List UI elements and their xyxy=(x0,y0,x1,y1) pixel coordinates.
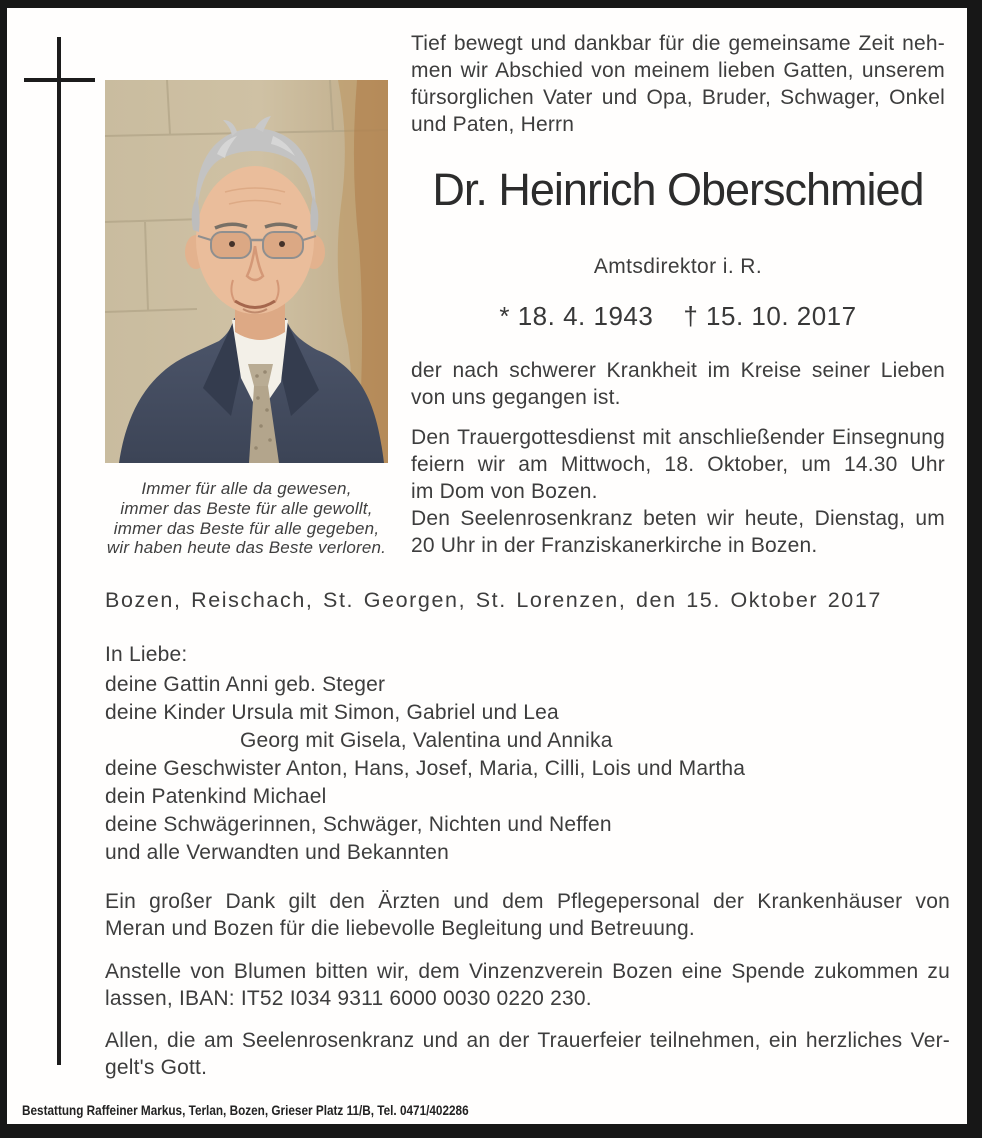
text-line: und Paten, Herrn xyxy=(411,113,575,136)
text-line: wir haben heute das Beste verloren. xyxy=(106,538,387,558)
text-line: feiern wir am Mittwoch, 18. Oktober, um 14.30 Uhr xyxy=(411,453,945,476)
thanks-paragraph xyxy=(105,888,950,942)
text-line: lassen, IBAN: IT52 I034 9311 6000 0030 0220 230. xyxy=(105,987,592,1010)
text-line: men wir Abschied von meinem lieben Gatten, unserem xyxy=(411,59,945,82)
birth-date: * 18. 4. 1943 xyxy=(499,301,654,331)
text-line: fürsorglichen Vater und Opa, Bruder, Schwager, Onkel xyxy=(411,86,945,109)
life-dates xyxy=(411,301,945,332)
intro-paragraph xyxy=(411,30,945,138)
cross-horizontal-beam xyxy=(24,78,95,82)
text-line: und alle Verwandten und Bekannten xyxy=(105,841,450,864)
service-paragraph xyxy=(411,424,945,559)
photo-caption xyxy=(95,479,398,558)
place-date-line: Bozen, Reischach, St. Georgen, St. Lorenzen, den 15. Oktober 2017 xyxy=(105,588,882,612)
text-line: Georg mit Gisela, Valentina und Annika xyxy=(240,729,613,752)
text-line: Tief bewegt und dankbar für die gemeinsame Zeit neh- xyxy=(411,32,945,55)
text-line: Den Seelenrosenkranz beten wir heute, Dienstag, um xyxy=(411,507,945,530)
text-line: Allen, die am Seelenrosenkranz und an der Trauerfeier teilnehmen, ein herzliches Ver- xyxy=(105,1029,950,1052)
text-line: Meran und Bozen für die liebevolle Begleitung und Betreuung. xyxy=(105,917,695,940)
text-line: Anstelle von Blumen bitten wir, dem Vinzenzverein Bozen eine Spende zukommen zu xyxy=(105,960,950,983)
text-line: deine Kinder Ursula mit Simon, Gabriel und Lea xyxy=(105,701,559,724)
text-line: gelt's Gott. xyxy=(105,1056,208,1079)
text-line: dein Patenkind Michael xyxy=(105,785,327,808)
text-line: von uns gegangen ist. xyxy=(411,386,621,409)
donation-paragraph xyxy=(105,958,950,1012)
text-line: deine Gattin Anni geb. Steger xyxy=(105,673,386,696)
text-line: Den Trauergottesdienst mit anschließender Einsegnung xyxy=(411,426,945,449)
text-line: immer das Beste für alle gegeben, xyxy=(113,518,380,538)
text-line: deine Schwägerinnen, Schwäger, Nichten und Neffen xyxy=(105,813,612,836)
funeral-home-footer: Bestattung Raffeiner Markus, Terlan, Bozen, Grieser Platz 11/B, Tel. 0471/402286 xyxy=(22,1102,469,1118)
death-date: † 15. 10. 2017 xyxy=(683,301,857,331)
salutation: In Liebe: xyxy=(105,643,188,666)
cross-vertical-beam xyxy=(57,37,61,1065)
portrait-illustration xyxy=(105,80,388,463)
text-line: immer das Beste für alle gewollt, xyxy=(120,498,373,518)
deceased-title: Amtsdirektor i. R. xyxy=(593,255,763,278)
text-line: im Dom von Bozen. xyxy=(411,480,598,503)
text-line: deine Geschwister Anton, Hans, Josef, Maria, Cilli, Lois und Martha xyxy=(105,757,746,780)
text-line: Ein großer Dank gilt den Ärzten und dem Pflegepersonal der Krankenhäuser von xyxy=(105,890,950,913)
family-list xyxy=(105,671,950,867)
portrait-photo xyxy=(105,80,388,463)
text-line: 20 Uhr in der Franziskanerkirche in Bozen. xyxy=(411,534,818,557)
text-line: der nach schwerer Krankheit im Kreise seiner Lieben xyxy=(411,359,945,382)
passing-paragraph xyxy=(411,357,945,411)
closing-paragraph xyxy=(105,1027,950,1081)
text-line: Immer für alle da gewesen, xyxy=(141,479,352,498)
deceased-name: Dr. Heinrich Oberschmied xyxy=(432,164,924,215)
